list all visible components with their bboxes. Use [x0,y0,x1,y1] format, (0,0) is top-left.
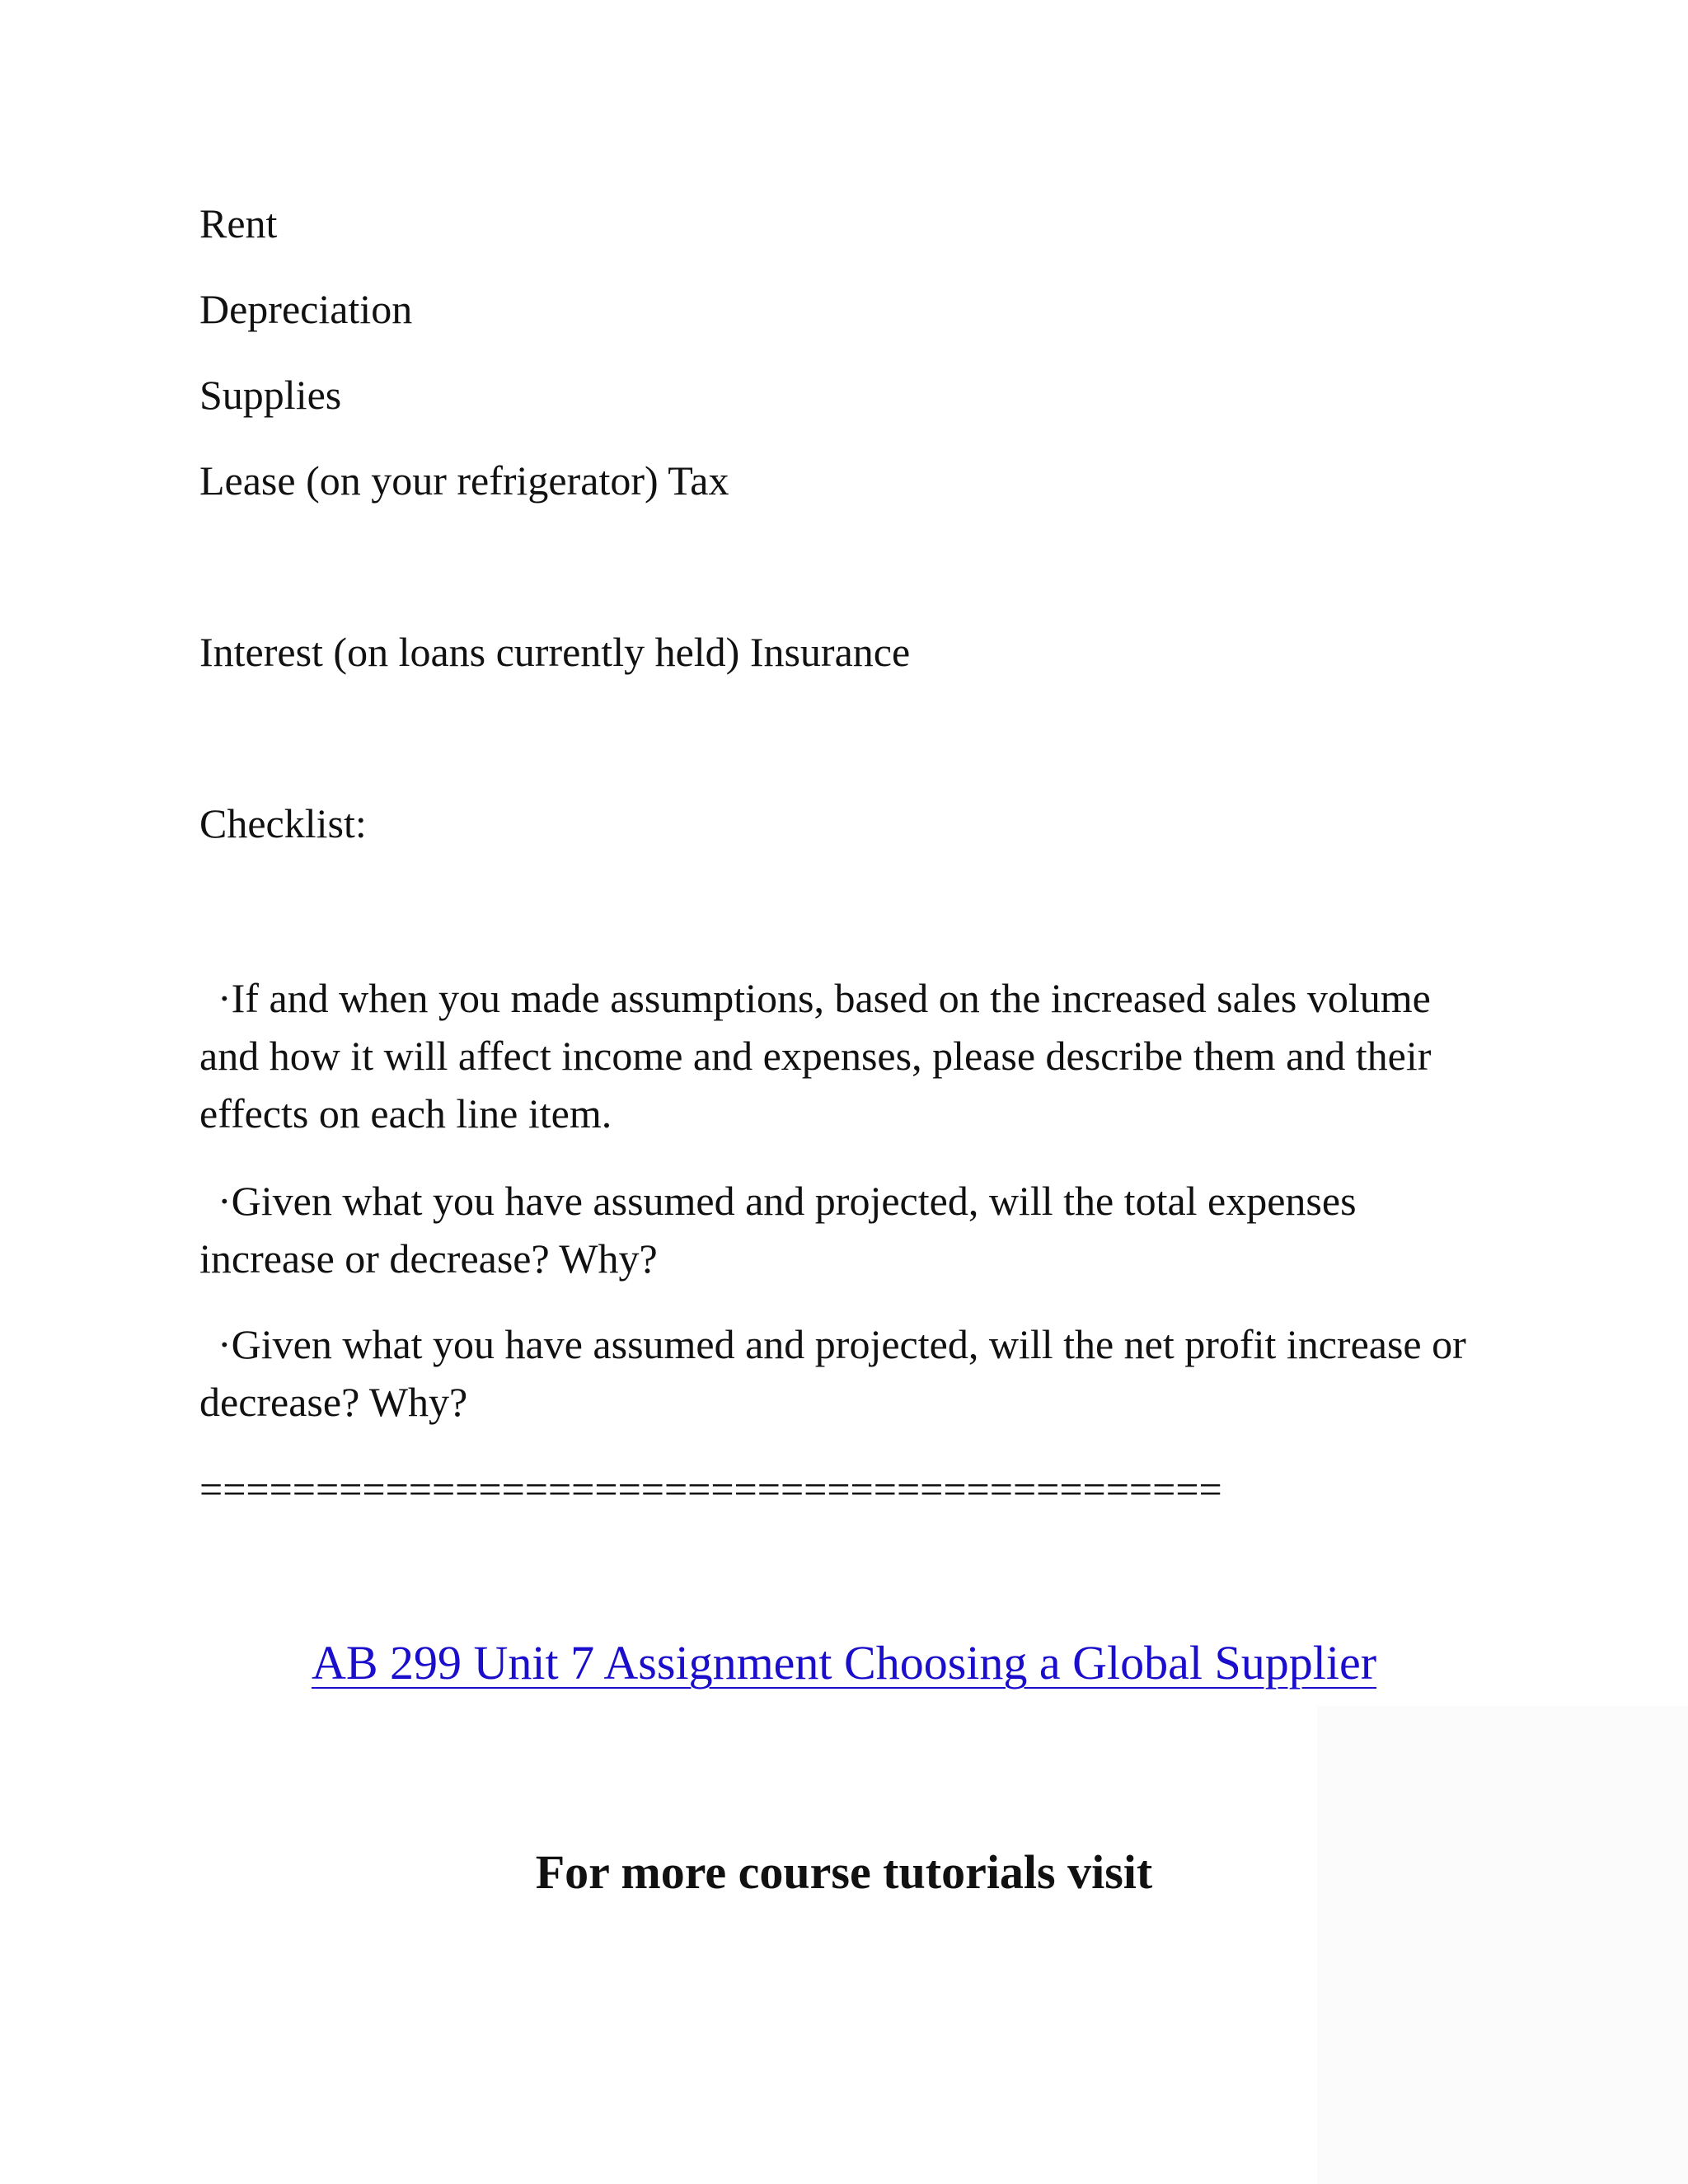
assignment-link[interactable]: AB 299 Unit 7 Assignment Choosing a Global Supplier [311,1636,1377,1690]
cost-item-depreciation: Depreciation [199,286,413,332]
page-corner-shade [1317,1706,1688,2184]
cost-item-rent: Rent [199,200,278,246]
footer-heading: For more course tutorials visit [535,1845,1153,1899]
cost-item-interest-insurance: Interest (on loans currently held) Insurance [199,629,911,675]
separator-line: ============================================ [199,1466,1222,1512]
cost-item-supplies: Supplies [199,372,342,418]
cost-item-lease-tax: Lease (on your refrigerator) Tax [199,457,729,504]
checklist-item-assumptions: ·If and when you made assumptions, based on the increased sales volume and how it will affect income and expenses, please describe them and their effects on each line item. [199,975,1432,1137]
checklist-item-net-profit: ·Given what you have assumed and projected, will the net profit increase or decrease? Why? [199,1321,1466,1425]
checklist-item-total-expenses: ·Given what you have assumed and projected, will the total expenses increase or decrease? Why? [199,1178,1357,1282]
checklist-heading: Checklist: [199,800,367,846]
